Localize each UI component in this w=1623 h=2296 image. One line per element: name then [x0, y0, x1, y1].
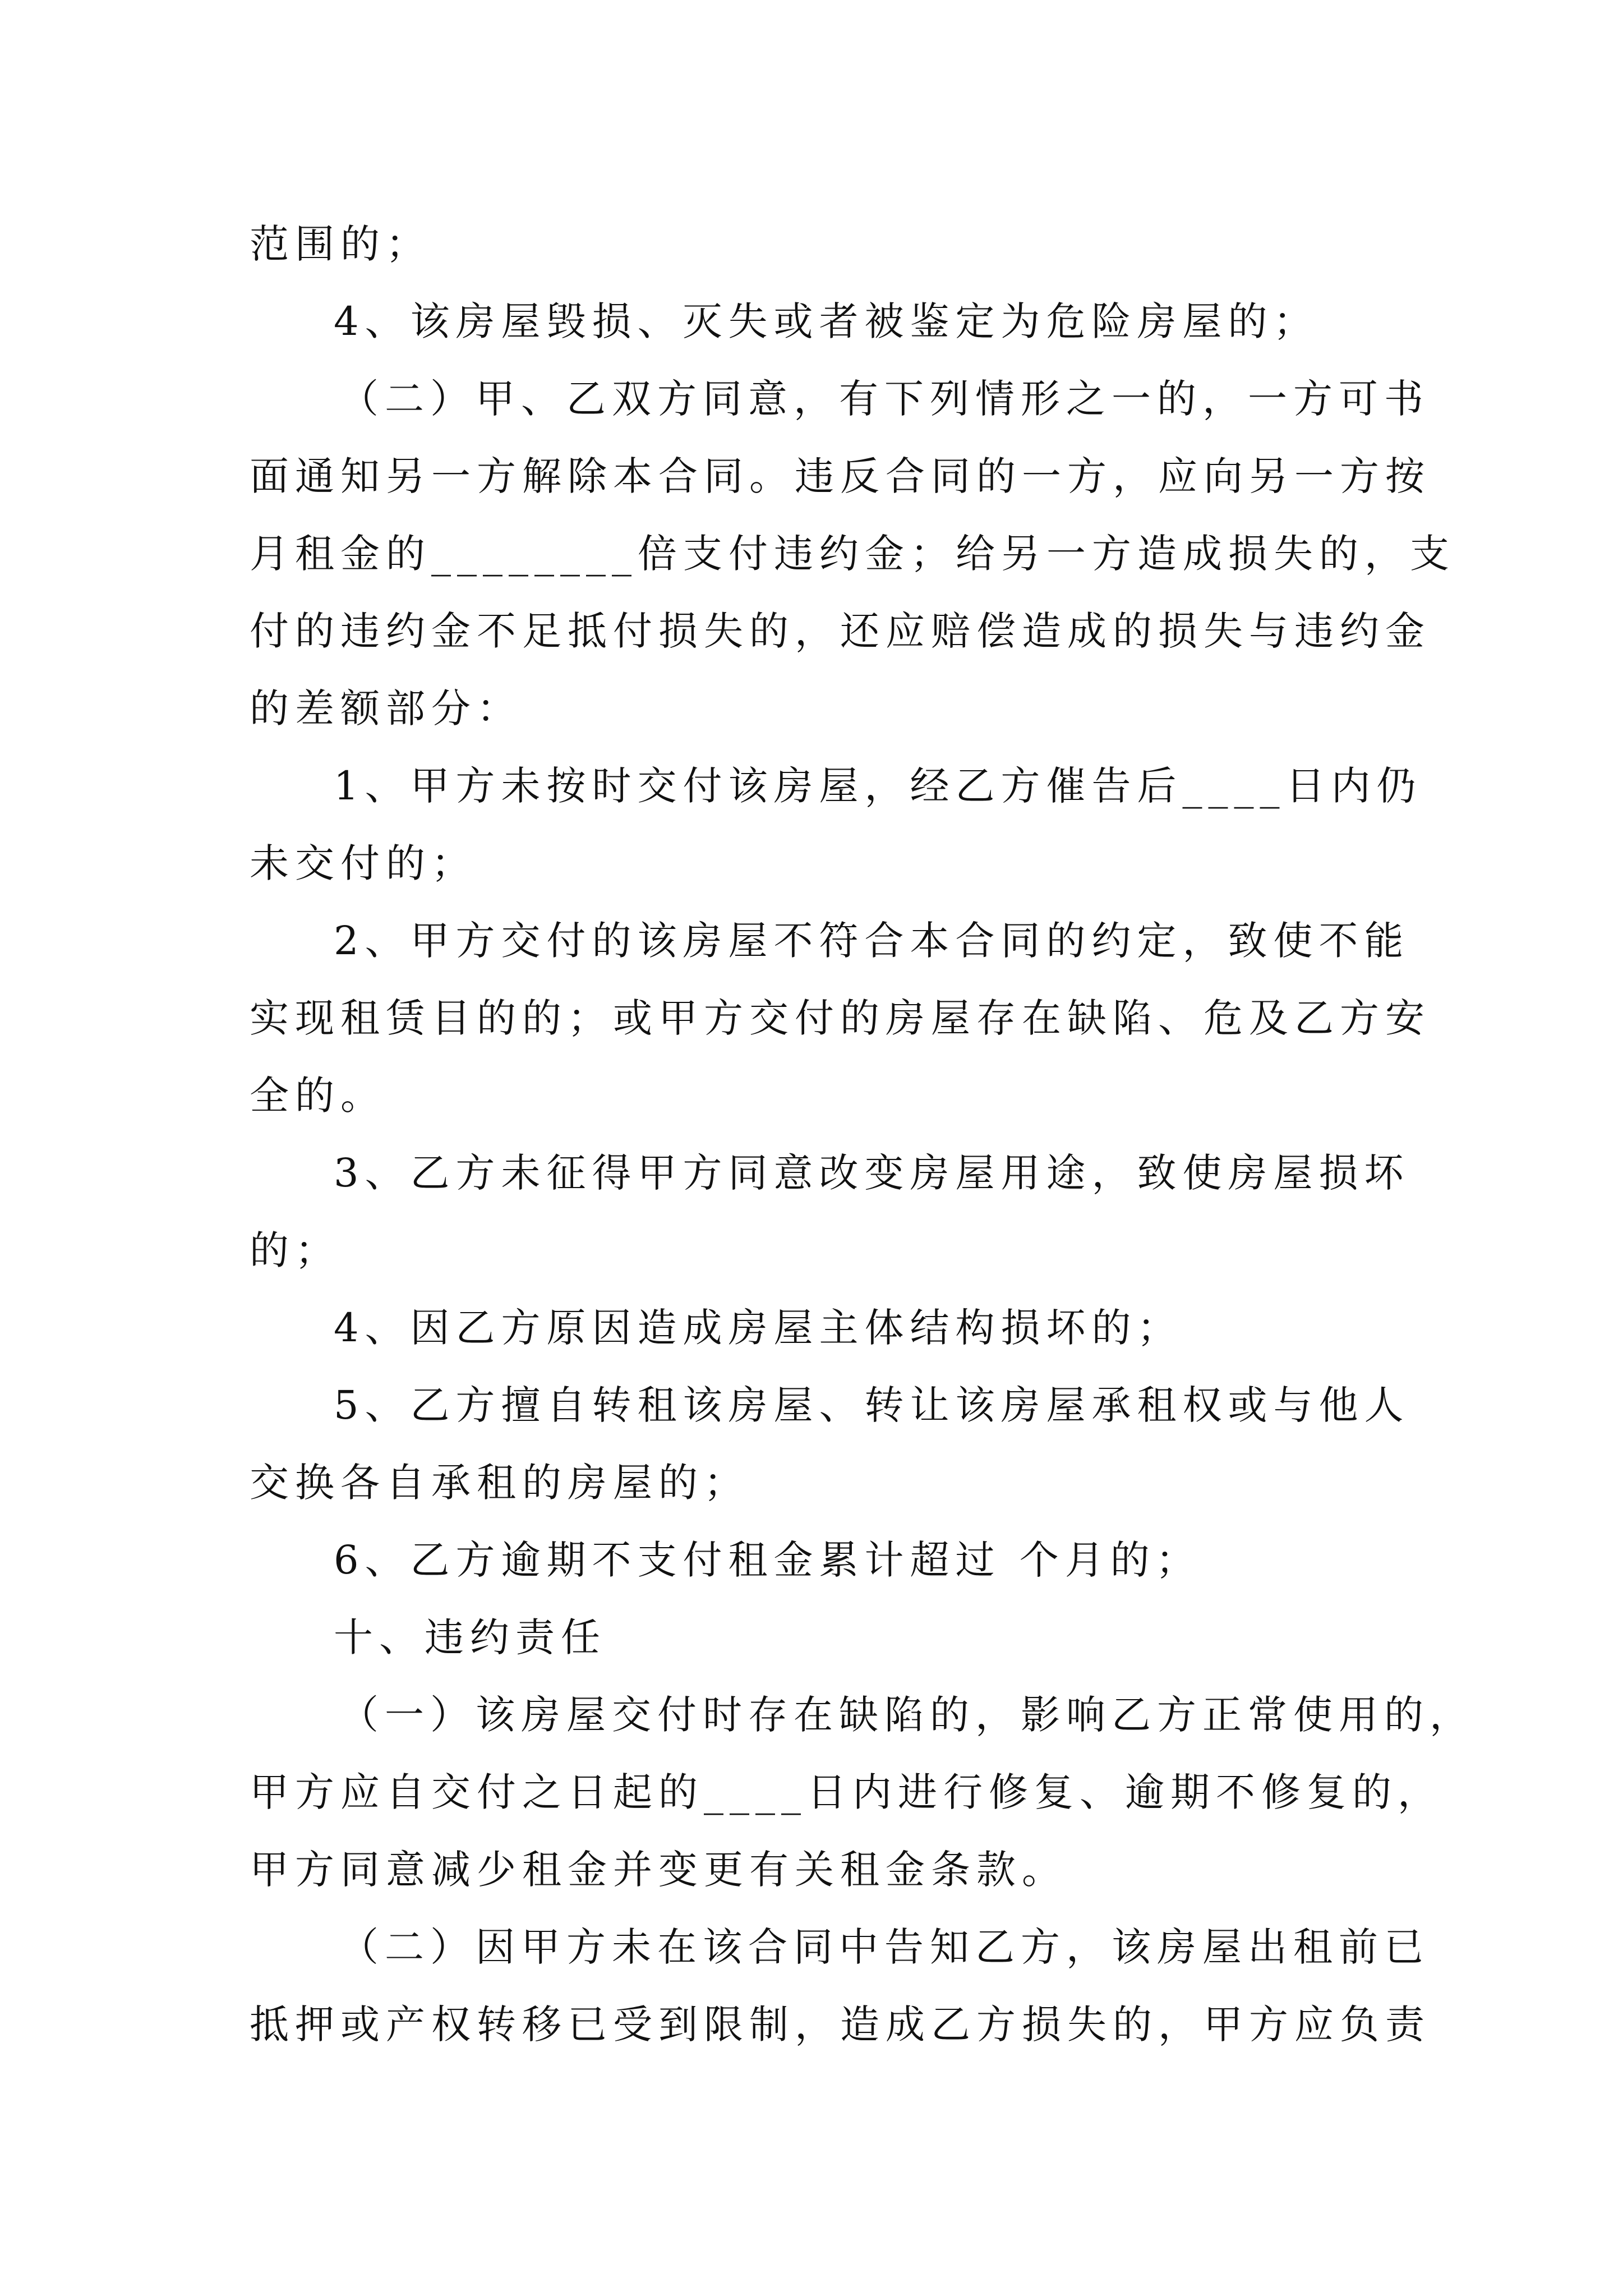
text-line: （一）该房屋交付时存在缺陷的，影响乙方正常使用的，	[339, 1692, 1475, 1738]
text-line: 面通知另一方解除本合同。违反合同的一方，应向另一方按	[250, 453, 1431, 499]
text-line: （二）因甲方未在该合同中告知乙方，该房屋出租前已	[339, 1924, 1430, 1970]
text-line: 2、甲方交付的该房屋不符合本合同的约定，致使不能	[334, 918, 1410, 964]
text-line: 3、乙方未征得甲方同意改变房屋用途，致使房屋损坏	[334, 1150, 1410, 1196]
text-line: 全的。	[250, 1073, 386, 1119]
text-line: 范围的；	[250, 221, 431, 267]
text-line: 未交付的；	[250, 840, 477, 886]
text-line: 的差额部分：	[250, 685, 522, 731]
text-line: 4、该房屋毁损、灭失或者被鉴定为危险房屋的；	[334, 298, 1319, 344]
text-line: 抵押或产权转移已受到限制，造成乙方损失的，甲方应负责	[250, 2001, 1431, 2047]
section-heading: 十、违约责任	[334, 1614, 606, 1660]
text-line: 实现租赁目的的；或甲方交付的房屋存在缺陷、危及乙方安	[250, 995, 1431, 1041]
text-line: 付的违约金不足抵付损失的，还应赔偿造成的损失与违约金	[250, 608, 1431, 654]
text-line: 月租金的________倍支付违约金；给另一方造成损失的，支	[250, 531, 1455, 577]
text-line: 5、乙方擅自转租该房屋、转让该房屋承租权或与他人	[334, 1382, 1410, 1428]
text-line: （二）甲、乙双方同意，有下列情形之一的，一方可书	[339, 376, 1430, 422]
text-line: 交换各自承租的房屋的；	[250, 1460, 749, 1506]
text-line: 甲方应自交付之日起的____日内进行修复、逾期不修复的，	[250, 1769, 1443, 1815]
text-line: 4、因乙方原因造成房屋主体结构损坏的；	[334, 1305, 1183, 1351]
text-line: 的；	[250, 1227, 340, 1273]
text-line: 6、乙方逾期不支付租金累计超过 个月的；	[334, 1537, 1201, 1583]
text-line: 甲方同意减少租金并变更有关租金条款。	[250, 1847, 1067, 1893]
text-line: 1、甲方未按时交付该房屋，经乙方催告后____日内仍	[334, 763, 1422, 809]
